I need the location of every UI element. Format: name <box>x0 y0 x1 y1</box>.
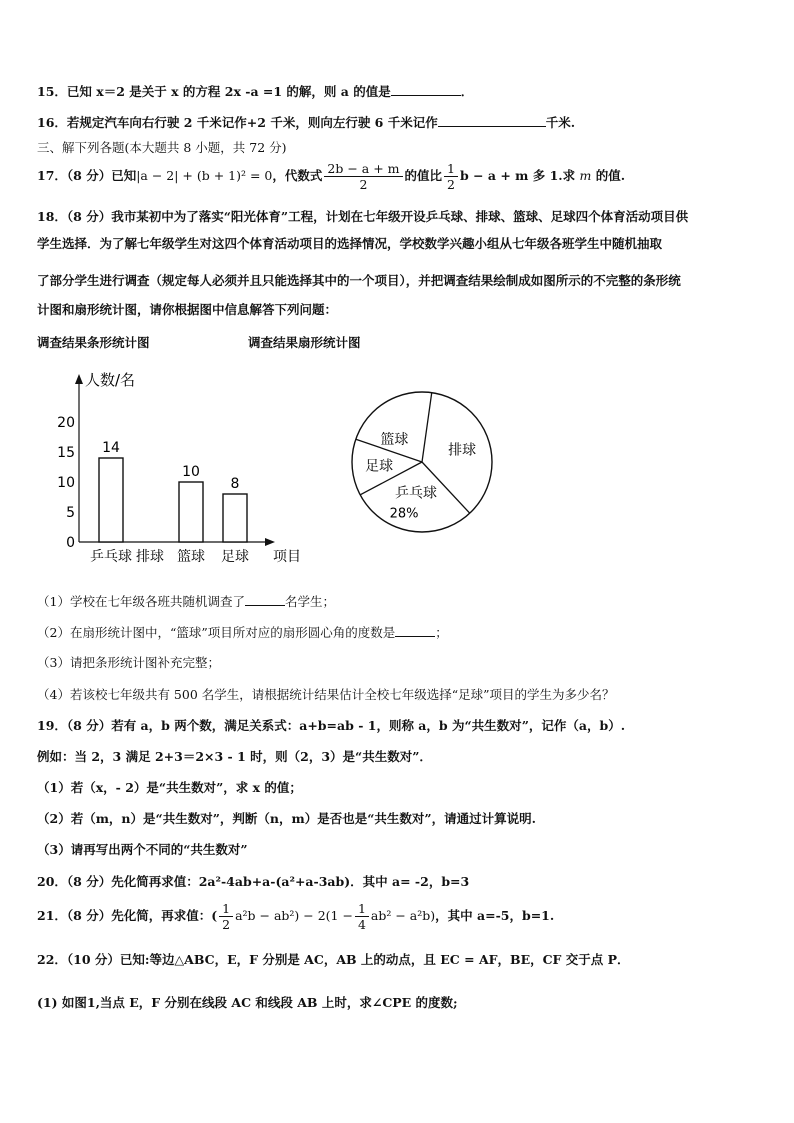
pie-slice-label: 排球 <box>448 442 477 459</box>
x-axis-label: 项目 <box>273 549 301 565</box>
question-17: 17．（8 分）已知|a − 2| + (b + 1)² = 0，代数式 $\frac{2b - a + m}{2}$ 的值比 $\frac{1}{2}$ b − a + m 多 1.求 m 的值. <box>37 161 626 192</box>
question-22: 22．（10 分）已知:等边△ABC，E，F 分别是 AC，AB 上的动点，且 EC = AF，BE，CF 交于点 P． <box>37 952 630 967</box>
y-tick-label: 15 <box>57 445 75 461</box>
question-18-line-2: 学生选择．为了解七年级学生对这四个体育活动项目的选择情况，学校数学兴趣小组从七年级各班学生中随机抽取 <box>37 236 663 251</box>
bar-chart <box>55 360 325 575</box>
x-tick-label: 足球 <box>221 549 249 565</box>
question-18-1: （1）学校在七年级各班共随机调查了 名学生； <box>37 594 335 609</box>
pie-chart-caption: 调查结果扇形统计图 <box>248 335 361 350</box>
pie-slice-label: 乒乓球 <box>395 485 438 502</box>
bar <box>223 494 247 542</box>
question-19-line-3: （1）若（x，- 2）是“共生数对”，求 x 的值； <box>37 780 302 795</box>
answer-blank <box>438 113 546 127</box>
bar <box>99 458 123 542</box>
fraction: $\frac{1}{2}$ <box>219 901 233 932</box>
question-18-3: （3）请把条形统计图补充完整； <box>37 655 220 670</box>
x-tick-label: 篮球 <box>177 549 205 565</box>
x-tick-label: 排球 <box>136 549 164 565</box>
y-tick-label: 10 <box>57 475 75 491</box>
question-18-2: （2）在扇形统计图中，“篮球”项目所对应的扇形圆心角的度数是 ； <box>37 625 448 640</box>
fraction: $\frac{2b - a + m}{2}$ <box>324 161 402 192</box>
question-19-line-4: （2）若（m，n）是“共生数对”，判断（n，m）是否也是“共生数对”，请通过计算说明. <box>37 811 536 826</box>
question-15: 15．已知 x＝2 是关于 x 的方程 2x -a =1 的解，则 a 的值是 ． <box>37 84 474 99</box>
bar-chart-caption: 调查结果条形统计图 <box>37 335 150 350</box>
question-16: 16．若规定汽车向右行驶 2 千米记作+2 千米，则向左行驶 6 千米记作 千米. <box>37 115 576 130</box>
y-axis-label: 人数/名 <box>85 371 136 389</box>
bar <box>179 482 203 542</box>
fraction: $\frac{1}{2}$ <box>444 161 458 192</box>
y-tick-label: 0 <box>66 535 75 551</box>
answer-blank <box>391 82 461 96</box>
question-18-line-4: 计图和扇形统计图，请你根据图中信息解答下列问题： <box>37 302 338 317</box>
question-19-line-2: 例如：当 2，3 满足 2+3＝2×3 - 1 时，则（2，3）是“共生数对”． <box>37 749 432 764</box>
pie-chart <box>345 375 505 565</box>
fraction: $\frac{1}{4}$ <box>355 901 369 932</box>
answer-blank <box>245 592 285 606</box>
bar-data-label: 10 <box>182 464 200 480</box>
bar-data-label: 8 <box>230 476 240 492</box>
question-18-line-3: 了部分学生进行调查（规定每人必须并且只能选择其中的一个项目），并把调查结果绘制成如图所示的不完整的条形统 <box>37 273 681 288</box>
pie-slice-label: 足球 <box>365 458 394 475</box>
question-19-line-1: 19．（8 分）若有 a，b 两个数，满足关系式：a+b=ab - 1，则称 a，b 为“共生数对”，记作（a，b）. <box>37 718 626 733</box>
pie-slice-label: 篮球 <box>380 431 409 448</box>
question-20: 20．（8 分）先化简再求值：2a²-4ab+a-(a²+a-3ab)．其中 a= -2，b=3 <box>37 874 470 889</box>
x-axis-arrow <box>265 538 275 546</box>
pie-slice-percent: 28% <box>389 506 419 522</box>
question-21: 21．（8 分）先化简，再求值：( $\frac{1}{2}$ a²b − ab²) − 2(1 − $\frac{1}{4}$ ab² − a²b)，其中 a=-5，b=1. <box>37 901 555 932</box>
x-tick-label: 乒乓球 <box>90 549 132 565</box>
section-heading: 三、解下列各题(本大题共 8 小题，共 72 分) <box>37 140 287 155</box>
bar-data-label: 14 <box>102 440 120 456</box>
question-18-line-1: 18．（8 分）我市某初中为了落实“阳光体育”工程，计划在七年级开设乒乓球、排球、篮球、足球四个体育活动项目供 <box>37 209 689 224</box>
y-tick-label: 5 <box>66 505 75 521</box>
question-18-4: （4）若该校七年级共有 500 名学生，请根据统计结果估计全校七年级选择“足球”项目的学生为多少名？ <box>37 687 615 702</box>
question-22-1: (1) 如图1,当点 E，F 分别在线段 AC 和线段 AB 上时，求∠CPE 的度数; <box>37 995 458 1010</box>
question-19-line-5: （3）请再写出两个不同的“共生数对” <box>37 842 248 857</box>
y-axis-arrow <box>75 374 83 384</box>
y-tick-label: 20 <box>57 415 75 431</box>
answer-blank <box>395 623 435 637</box>
